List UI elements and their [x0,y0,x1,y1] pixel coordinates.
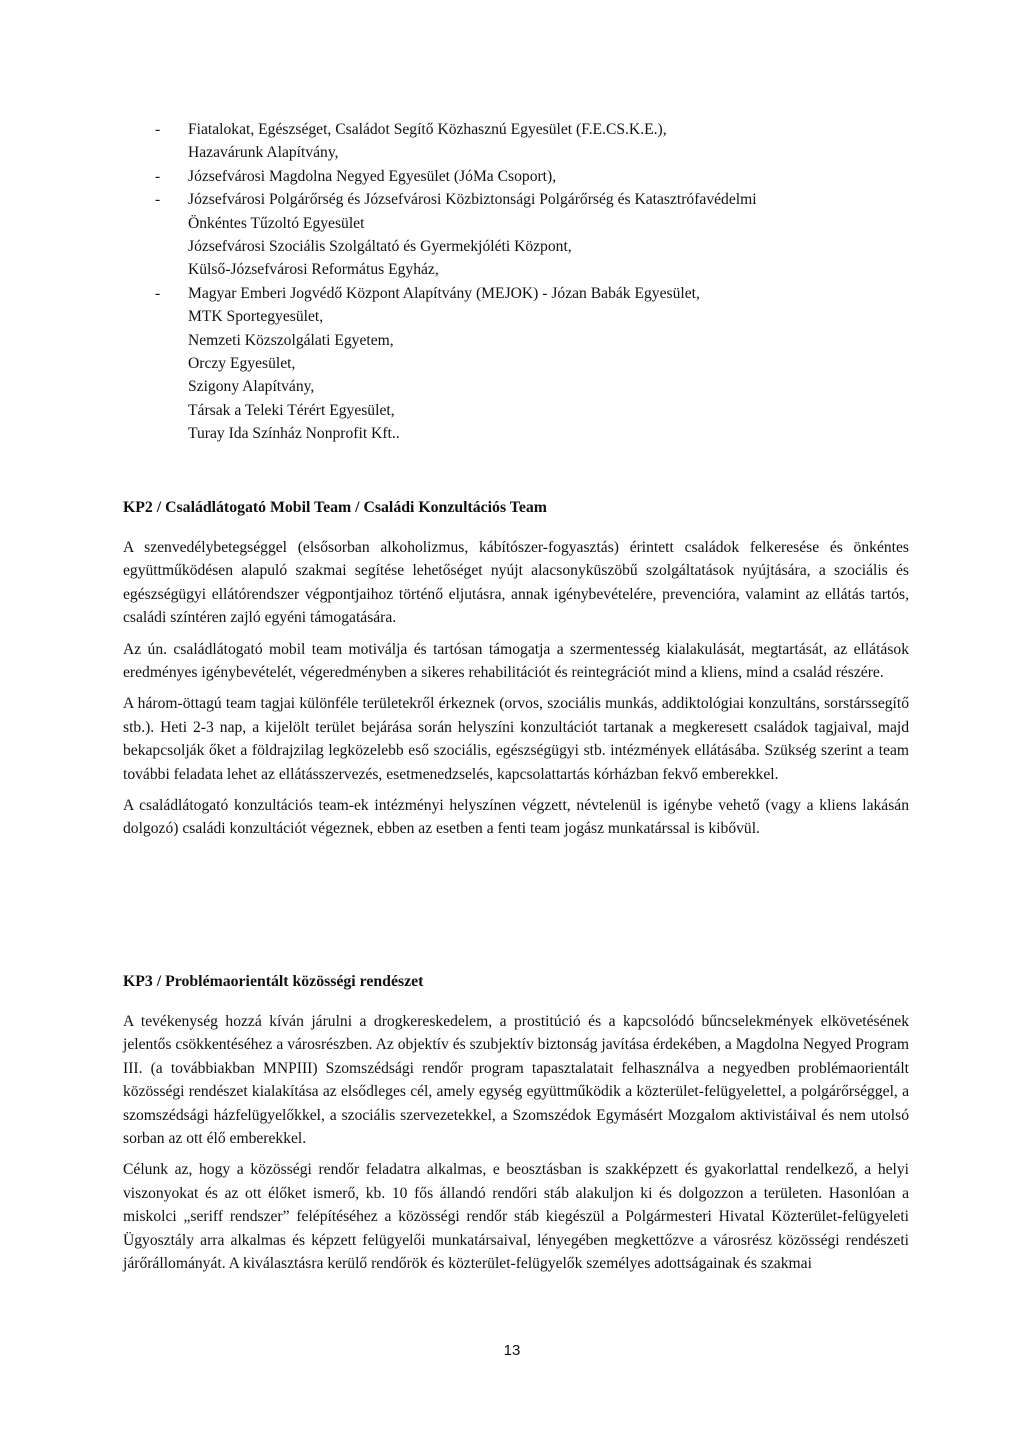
kp2-paragraph: A szenvedélybetegséggel (elsősorban alkoholizmus, kábítószer-fogyasztás) érintett családok felkeresése és önkéntes együttműködésen alapuló szakmai segítése lehetőséget nyújt alacsonyküszöbű szolgáltatások nyújtására, a szociális és egészségügyi ellátórendszer végpontjaihoz történő eljutásra, annak igénybevételére, prevencióra, valamint az ellátás tartós, családi színtéren zajló egyéni támogatására. [123,539,909,627]
partner-list-item: - Fiatalokat, Egészséget, Családot Segítő Közhasznú Egyesület (F.E.CS.K.E.), [155,118,915,141]
page-number: 13 [503,1342,521,1359]
kp2-paragraph: A három-öttagú team tagjai különféle területekről érkeznek (orvos, szociális munkás, addiktológiai konzultáns, sorstárssegítő stb.). Heti 2-3 nap, a kijelölt terület bejárása során helyszíni konzultációt tartanak a megkeresett családok tagjaival, majd bekapcsolják őket a földrajzilag legközelebb eső szociális, egészségügyi stb. intézmények ellátásába. Szükség szerint a team további feladata lehet az ellátásszervezés, esetmenedzselés, kapcsolattartás kórházban fekvő emberekkel. [123,695,909,783]
partner-list-item: Turay Ida Színház Nonprofit Kft.. [188,425,400,443]
kp3-paragraph: Célunk az, hogy a közösségi rendőr feladatra alkalmas, e beosztásban is szakképzett és gyakorlattal rendelkező, a helyi viszonyokat és az ott élőket ismerő, kb. 10 fős állandó rendőri stáb alakuljon ki és dolgozzon a területen. Hasonlóan a miskolci „seriff rendszer” felépítéséhez a közösségi rendőr stáb kiegészül a Polgármesteri Hivatal Közterület-felügyeleti Ügyosztály arra alkalmas és képzett felügyelői munkatársaival, lényegében megkettőzve a városrész közösségi rendészeti járőrállományát. A kiválasztásra kerülő rendőrök és közterület-felügyelők személyes adottságainak és szakmai [123,1161,909,1273]
partner-list-item: MTK Sportegyesület, [188,308,324,326]
partner-list [155,118,915,446]
kp2-body [123,536,909,849]
partner-list-item: - Józsefvárosi Magdolna Negyed Egyesület (JóMa Csoport), [155,165,915,188]
kp2-paragraph: Az ún. családlátogató mobil team motiválja és tartósan támogatja a szermentesség kialakulását, megtartását, az ellátások eredményes igénybevételét, végeredményben a sikeres rehabilitációt és reintegrációt mind a kliens, mind a család részére. [123,640,909,682]
partner-list-item: Szigony Alapítvány, [188,378,315,396]
kp3-heading: KP3 / Problémaorientált közösségi rendészet [123,973,424,990]
kp3-paragraph: A tevékenység hozzá kíván járulni a drogkereskedelem, a prostitúció és a kapcsolódó bűncselekmények elkövetésének jelentős csökkentéséhez a városrészben. Az objektív és szubjektív biztonság javítása érdekében, a Magdolna Negyed Program III. (a továbbiakban MNPIII) Szomszédsági rendőr program tapasztalatait felhasználva a negyedben problémaorientált közösségi rendészet kialakítása az elsődleges cél, amely egység együttműködik a közterület-felügyelettel, a polgárőrséggel, a szomszédsági házfelügyelőkkel, a szociális szervezetekkel, a Szomszédok Egymásért Mozgalom aktivistáival és nem utolsó sorban az ott élő emberekkel. [123,1013,909,1148]
partner-list-item: Orczy Egyesület, [188,355,296,373]
partner-list-item: Nemzeti Közszolgálati Egyetem, [188,331,394,349]
partner-list-item: Önkéntes Tűzoltó Egyesület [188,214,365,232]
partner-list-item: Józsefvárosi Szociális Szolgáltató és Gyermekjóléti Központ, [188,238,572,256]
partner-list-item: Külső-Józsefvárosi Református Egyház, [188,261,439,279]
kp3-body [123,1010,909,1283]
partner-list-item: - Magyar Emberi Jogvédő Központ Alapítvány (MEJOK) - Józan Babák Egyesület, [155,282,915,305]
partner-list-item: Társak a Teleki Térért Egyesület, [188,401,395,419]
kp2-paragraph: A családlátogató konzultációs team-ek intézményi helyszínen végzett, névtelenül is igénybe vehető (vagy a kliens lakásán dolgozó) családi konzultációt végeznek, ebben az esetben a fenti team jogász munkatárssal is kibővül. [123,797,909,838]
partner-list-item: - Józsefvárosi Polgárőrség és Józsefvárosi Közbiztonsági Polgárőrség és Katasztrófavédelmi [155,188,915,211]
partner-list-item: Hazavárunk Alapítvány, [188,144,339,162]
kp2-heading: KP2 / Családlátogató Mobil Team / Családi Konzultációs Team [123,499,547,516]
